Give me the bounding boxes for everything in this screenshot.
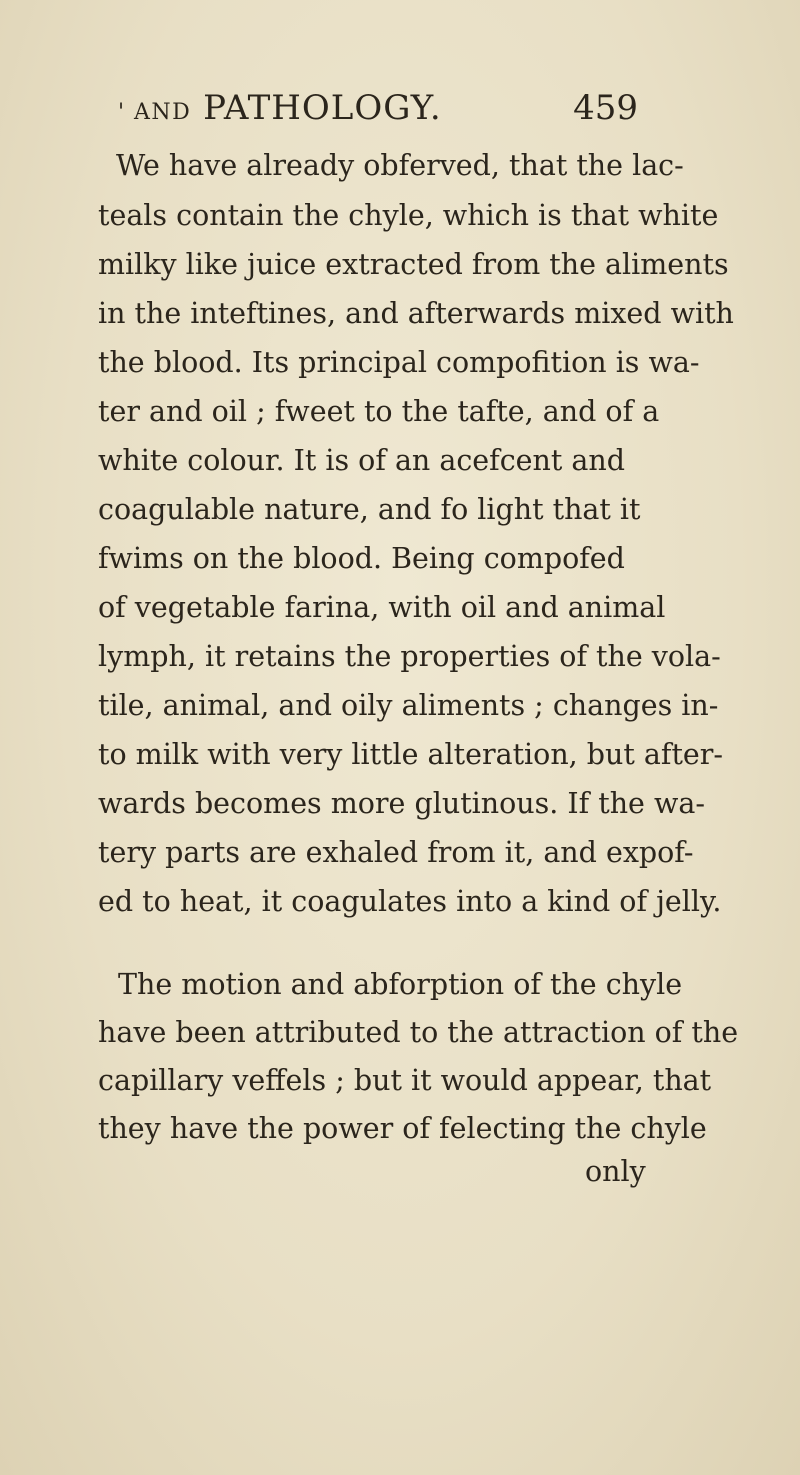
text-line: white colour. It is of an acefcent and — [98, 444, 625, 477]
text-line: of vegetable farina, with oil and animal — [98, 591, 666, 624]
text-line: tery parts are exhaled from it, and expof- — [98, 836, 694, 869]
text-line: have been attributed to the attraction of the — [98, 1016, 739, 1049]
text-line: in the inteftines, and afterwards mixed with — [98, 297, 734, 330]
page-header — [118, 88, 638, 148]
text-line: We have already obferved, that the lac- — [116, 149, 684, 182]
text-line: ed to heat, it coagulates into a kind of jelly. — [98, 885, 722, 918]
page-number: 459 — [573, 88, 638, 128]
text-line: wards becomes more glutinous. If the wa- — [98, 787, 705, 820]
text-line: coagulable nature, and fo light that it — [98, 493, 641, 526]
text-line: they have the power of felecting the chyle — [98, 1112, 707, 1145]
running-head — [118, 88, 442, 128]
text-line: fwims on the blood. Being compofed — [98, 542, 625, 575]
running-head-prefix: ' AND — [118, 100, 192, 125]
text-line: tile, animal, and oily aliments ; changes in- — [98, 689, 719, 722]
text-line: milky like juice extracted from the aliments — [98, 248, 729, 281]
text-line: teals contain the chyle, which is that white — [98, 199, 719, 232]
catchword: only — [585, 1155, 646, 1188]
text-line: lymph, it retains the properties of the vola- — [98, 640, 721, 673]
text-line: to milk with very little alteration, but after- — [98, 738, 724, 771]
text-line: The motion and abforption of the chyle — [118, 968, 683, 1001]
text-line: the blood. Its principal compofition is wa- — [98, 346, 700, 379]
running-head-title: PATHOLOGY. — [203, 88, 442, 128]
text-line: capillary veffels ; but it would appear, that — [98, 1064, 712, 1097]
text-line: ter and oil ; fweet to the tafte, and of a — [98, 395, 660, 428]
